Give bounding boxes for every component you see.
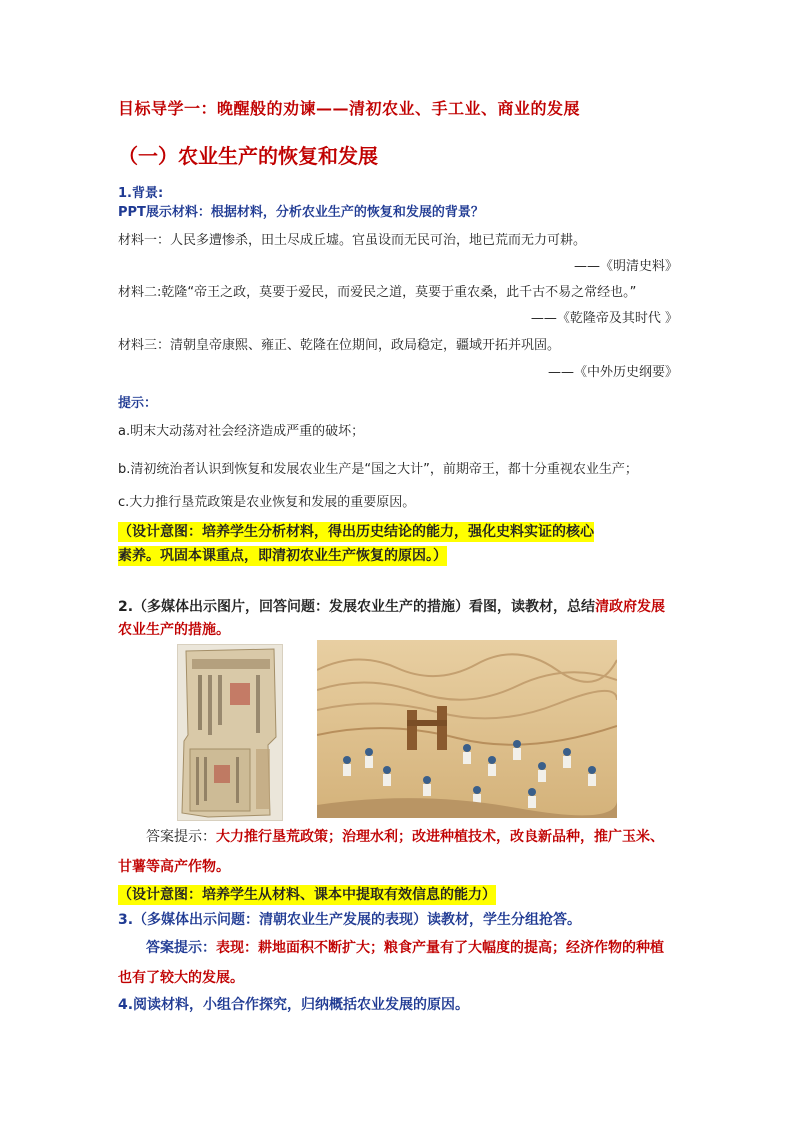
q3-answer-line1: 表现：耕地面积不断扩大；粮食产量有了大幅度的提高；经济作物的种植	[216, 940, 664, 956]
hint-c: c.大力推行垦荒政策是农业恢复和发展的重要原因。	[118, 495, 416, 510]
q3-question: 3.（多媒体出示问题：清朝农业生产发展的表现）读教材，学生分组抢答。	[118, 912, 582, 928]
material-2: 材料二:乾隆“帝王之政，莫要于爱民，而爱民之道，莫要于重农桑，此千古不易之常经也。”	[118, 285, 637, 300]
old-land-deed-image	[177, 644, 283, 821]
q2-answer-line1: 大力推行垦荒政策；治理水利；改进种植技术，改良新品种，推广玉米、	[216, 829, 664, 845]
hint-label: 提示：	[118, 396, 158, 411]
material-1-source: ——《明清史料》	[573, 259, 678, 274]
q3-answer-line2: 也有了较大的发展。	[118, 970, 244, 986]
q3-answer-label: 答案提示：	[146, 940, 216, 956]
design-intent-2-text: （设计意图：培养学生从材料、课本中提取有效信息的能力）	[118, 887, 496, 903]
hint-b: b.清初统治者认识到恢复和发展农业生产是“国之大计”，前期帝王，都十分重视农业生产；	[118, 462, 638, 477]
material-1: 材料一：人民多遭惨杀，田土尽成丘墟。官虽设而无民可治，地已荒而无力可耕。	[118, 233, 587, 248]
land-deed-illustration	[178, 645, 282, 820]
q4-question: 4.阅读材料，小组合作探究，归纳概括农业发展的原因。	[118, 997, 470, 1013]
material-3-source: ——《中外历史纲要》	[547, 365, 678, 380]
material-2-source: ——《乾隆帝及其时代 》	[530, 311, 678, 326]
q2-answer-label: 答案提示：	[146, 829, 216, 845]
material-3: 材料三：清朝皇帝康熙、雍正、乾隆在位期间，政局稳定，疆域开拓并巩固。	[118, 338, 561, 353]
hint-a: a.明末大动荡对社会经济造成严重的破坏；	[118, 424, 365, 439]
q3-answer	[118, 933, 688, 993]
q1-label: 1.背景:	[118, 186, 164, 201]
design-intent-1-line2: 素养。巩固本课重点，即清初农业生产恢复的原因。）	[118, 548, 447, 564]
design-intent-1	[118, 520, 678, 568]
section-title: （一）农业生产的恢复和发展	[118, 144, 378, 168]
q1-prompt: PPT展示材料：根据材料，分析农业生产的恢复和发展的背景？	[118, 205, 484, 220]
reclamation-painting-illustration	[317, 640, 617, 818]
design-intent-2	[118, 883, 496, 907]
q2-answer	[118, 822, 688, 882]
reclamation-painting-image	[317, 640, 617, 818]
q2-question	[118, 596, 688, 644]
goal-heading: 目标导学一：晚醒般的劝谏——清初农业、手工业、商业的发展	[118, 99, 581, 118]
q2-answer-line2: 甘薯等高产作物。	[118, 859, 230, 875]
q2-line1-red: 清政府发展	[595, 599, 666, 615]
design-intent-1-line1: （设计意图：培养学生分析材料，得出历史结论的能力，强化史料实证的核心	[118, 524, 594, 540]
q2-line1: 2.（多媒体出示图片，回答问题：发展农业生产的措施）看图，读教材，总结	[118, 599, 596, 615]
q2-line2-red: 农业生产的措施。	[118, 622, 230, 638]
